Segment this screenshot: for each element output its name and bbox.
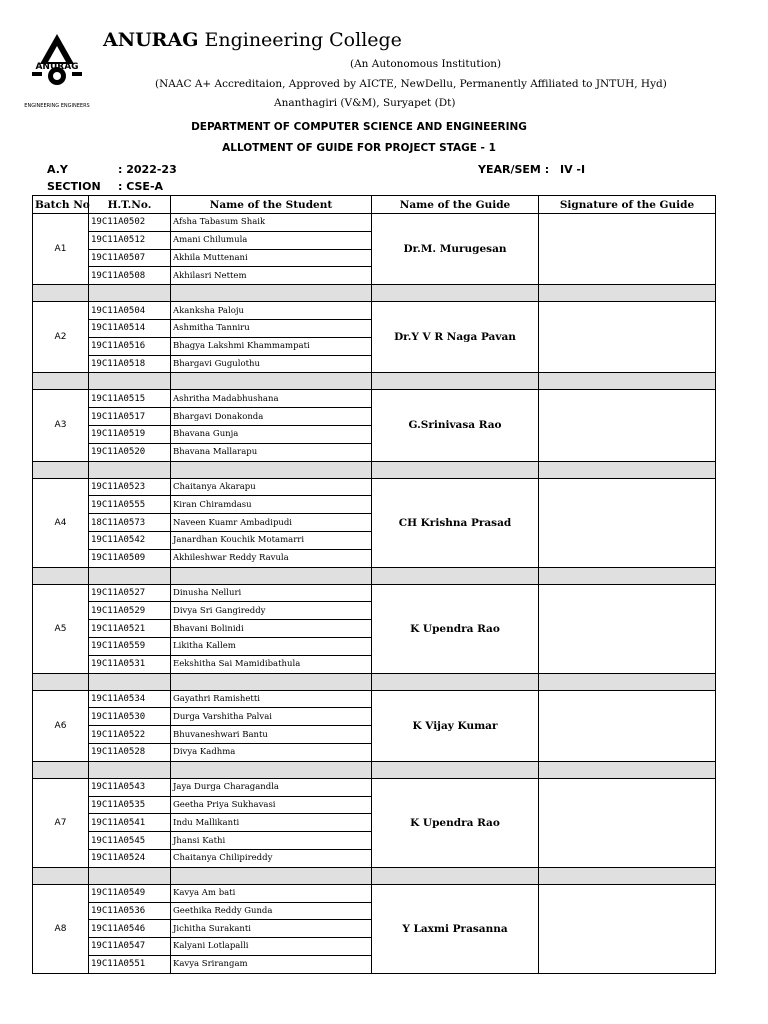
separator-cell [33,673,89,690]
student-name: Jichitha Surakanti [171,920,372,938]
hall-ticket-number: 19C11A0549 [89,884,171,902]
separator-cell [539,867,716,884]
hall-ticket-number: 19C11A0546 [89,920,171,938]
academic-year-value: : 2022-23 [118,163,177,176]
separator-cell [539,567,716,584]
student-name: Akhileshwar Reddy Ravula [171,549,372,567]
table-row [33,778,716,796]
table-body [33,214,716,974]
separator-cell [539,373,716,390]
guide-name: K Upendra Rao [372,584,539,673]
guide-signature-cell [539,302,716,373]
student-name: Gayathri Ramishetti [171,690,372,708]
hall-ticket-number: 19C11A0507 [89,249,171,267]
separator-cell [171,673,372,690]
separator-cell [372,867,539,884]
student-name: Ashritha Madabhushana [171,390,372,408]
guide-name: Y Laxmi Prasanna [372,884,539,973]
student-name: Akhila Muttenani [171,249,372,267]
batch-separator-row [33,461,716,478]
separator-cell [89,461,171,478]
guide-signature-cell [539,778,716,867]
year-sem-value: IV -I [560,163,586,176]
hall-ticket-number: 19C11A0521 [89,620,171,638]
batch-separator-row [33,285,716,302]
guide-signature-cell [539,478,716,567]
separator-cell [33,285,89,302]
hall-ticket-number: 19C11A0527 [89,584,171,602]
guide-name: K Vijay Kumar [372,690,539,761]
student-name: Ashmitha Tanniru [171,319,372,337]
batch-number: A5 [33,584,89,673]
student-name: Amani Chilumula [171,231,372,249]
college-name-bold: ANURAG [103,29,199,51]
guide-name: G.Srinivasa Rao [372,390,539,461]
batch-number: A6 [33,690,89,761]
hall-ticket-number: 19C11A0512 [89,231,171,249]
student-name: Bhargavi Gugulothu [171,355,372,373]
accreditation-note: (NAAC A+ Accreditaion, Approved by AICTE, NewDellu, Permanently Affiliated to JNTUH, Hyd) [155,78,667,90]
hall-ticket-number: 19C11A0536 [89,902,171,920]
hall-ticket-number: 19C11A0516 [89,337,171,355]
table-header-row [33,196,716,214]
batch-separator-row [33,867,716,884]
table-row [33,690,716,708]
separator-cell [89,673,171,690]
hall-ticket-number: 18C11A0573 [89,514,171,532]
table-row [33,478,716,496]
hall-ticket-number: 19C11A0547 [89,938,171,956]
separator-cell [171,761,372,778]
student-name: Bhagya Lakshmi Khammampati [171,337,372,355]
student-name: Eekshitha Sai Mamidibathula [171,655,372,673]
guide-allotment-table [32,195,716,974]
student-name: Chaitanya Chilipireddy [171,849,372,867]
hall-ticket-number: 19C11A0542 [89,531,171,549]
table-row [33,390,716,408]
hall-ticket-number: 19C11A0520 [89,443,171,461]
hall-ticket-number: 19C11A0518 [89,355,171,373]
student-name: Bhavana Gunja [171,425,372,443]
separator-cell [539,673,716,690]
section-label: SECTION [47,180,101,193]
col-guide-name: Name of the Guide [372,196,539,214]
batch-number: A3 [33,390,89,461]
guide-name: Dr.M. Murugesan [372,214,539,285]
student-name: Jhansi Kathi [171,832,372,850]
batch-number: A2 [33,302,89,373]
guide-signature-cell [539,690,716,761]
batch-number: A8 [33,884,89,973]
batch-number: A7 [33,778,89,867]
hall-ticket-number: 19C11A0530 [89,708,171,726]
separator-cell [89,867,171,884]
separator-cell [539,461,716,478]
separator-cell [372,373,539,390]
hall-ticket-number: 19C11A0545 [89,832,171,850]
separator-cell [33,461,89,478]
batch-number: A4 [33,478,89,567]
separator-cell [171,373,372,390]
student-name: Afsha Tabasum Shaik [171,214,372,232]
student-name: Akhilasri Nettem [171,267,372,285]
student-name: Bhargavi Donakonda [171,408,372,426]
guide-name: Dr.Y V R Naga Pavan [372,302,539,373]
college-logo [24,32,90,110]
student-name: Bhavani Bolinidi [171,620,372,638]
student-name: Janardhan Kouchik Motamarri [171,531,372,549]
student-name: Indu Mallikanti [171,814,372,832]
hall-ticket-number: 19C11A0551 [89,955,171,973]
student-name: Jaya Durga Charagandla [171,778,372,796]
separator-cell [89,761,171,778]
separator-cell [539,285,716,302]
student-name: Kiran Chiramdasu [171,496,372,514]
college-location: Ananthagiri (V&M), Suryapet (Dt) [274,97,456,109]
student-name: Dinusha Nelluri [171,584,372,602]
hall-ticket-number: 19C11A0515 [89,390,171,408]
separator-cell [33,761,89,778]
hall-ticket-number: 19C11A0541 [89,814,171,832]
hall-ticket-number: 19C11A0504 [89,302,171,320]
separator-cell [89,285,171,302]
separator-cell [171,285,372,302]
hall-ticket-number: 19C11A0534 [89,690,171,708]
separator-cell [89,373,171,390]
hall-ticket-number: 19C11A0502 [89,214,171,232]
separator-cell [33,867,89,884]
guide-signature-cell [539,884,716,973]
guide-signature-cell [539,390,716,461]
separator-cell [89,567,171,584]
separator-cell [372,285,539,302]
col-htno: H.T.No. [89,196,171,214]
separator-cell [372,461,539,478]
student-name: Geethika Reddy Gunda [171,902,372,920]
col-student-name: Name of the Student [171,196,372,214]
autonomous-note: (An Autonomous Institution) [350,58,502,70]
hall-ticket-number: 19C11A0517 [89,408,171,426]
student-name: Divya Sri Gangireddy [171,602,372,620]
department-heading: DEPARTMENT OF COMPUTER SCIENCE AND ENGINEERING [191,121,527,133]
hall-ticket-number: 19C11A0522 [89,726,171,744]
guide-signature-cell [539,584,716,673]
batch-separator-row [33,761,716,778]
student-name: Bhuvaneshwari Bantu [171,726,372,744]
col-guide-signature: Signature of the Guide [539,196,716,214]
logo-subtext: ENGINEERING ENGINEERS [24,103,90,109]
batch-separator-row [33,673,716,690]
hall-ticket-number: 19C11A0531 [89,655,171,673]
hall-ticket-number: 19C11A0535 [89,796,171,814]
separator-cell [171,867,372,884]
batch-number: A1 [33,214,89,285]
section-value: : CSE-A [118,180,164,193]
col-batch-no: Batch No [33,196,89,214]
batch-separator-row [33,567,716,584]
logo-text: ANURAG [35,62,79,72]
document-title: ALLOTMENT OF GUIDE FOR PROJECT STAGE - 1 [222,142,496,154]
student-name: Geetha Priya Sukhavasi [171,796,372,814]
student-name: Divya Kadhma [171,743,372,761]
guide-name: K Upendra Rao [372,778,539,867]
student-name: Kavya Srirangam [171,955,372,973]
hall-ticket-number: 19C11A0529 [89,602,171,620]
student-name: Bhavana Mallarapu [171,443,372,461]
separator-cell [171,461,372,478]
table-row [33,884,716,902]
separator-cell [372,761,539,778]
table-row [33,214,716,232]
student-name: Kalyani Lotlapalli [171,938,372,956]
student-name: Likitha Kallem [171,637,372,655]
table-row [33,584,716,602]
student-name: Naveen Kuamr Ambadipudi [171,514,372,532]
hall-ticket-number: 19C11A0514 [89,319,171,337]
guide-name: CH Krishna Prasad [372,478,539,567]
student-name: Kavya Am bati [171,884,372,902]
year-sem-label: YEAR/SEM : [478,163,550,176]
separator-cell [171,567,372,584]
separator-cell [33,567,89,584]
student-name: Akanksha Paloju [171,302,372,320]
hall-ticket-number: 19C11A0509 [89,549,171,567]
academic-year-label: A.Y [47,163,68,176]
table-row [33,302,716,320]
separator-cell [372,673,539,690]
hall-ticket-number: 19C11A0524 [89,849,171,867]
student-name: Chaitanya Akarapu [171,478,372,496]
hall-ticket-number: 19C11A0519 [89,425,171,443]
separator-cell [539,761,716,778]
college-name-rest: Engineering College [198,29,402,51]
hall-ticket-number: 19C11A0523 [89,478,171,496]
hall-ticket-number: 19C11A0559 [89,637,171,655]
guide-signature-cell [539,214,716,285]
hall-ticket-number: 19C11A0543 [89,778,171,796]
college-name [103,29,402,51]
student-name: Durga Varshitha Palvai [171,708,372,726]
hall-ticket-number: 19C11A0555 [89,496,171,514]
hall-ticket-number: 19C11A0508 [89,267,171,285]
hall-ticket-number: 19C11A0528 [89,743,171,761]
batch-separator-row [33,373,716,390]
separator-cell [372,567,539,584]
separator-cell [33,373,89,390]
